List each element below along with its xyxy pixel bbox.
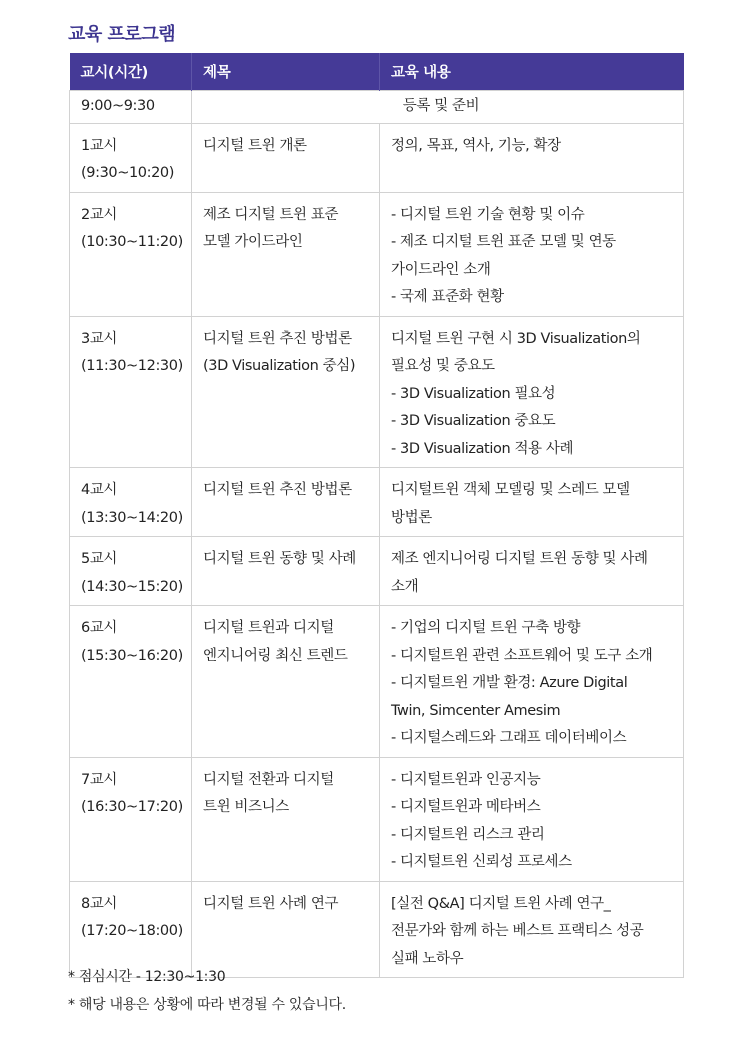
session-content-line: - 디지털트윈 리스크 관리 — [391, 826, 545, 843]
session-content-line: - 디지털트윈 관련 소프트웨어 및 도구 소개 — [391, 647, 653, 664]
session-content-cell — [380, 537, 684, 606]
session-period-cell — [70, 192, 192, 316]
session-title-cell — [192, 757, 380, 881]
session-content-line: 전문가와 함께 하는 베스트 프랙티스 성공 — [391, 923, 644, 939]
session-content-cell — [380, 316, 684, 468]
session-content-line: 제조 엔지니어링 디지털 트윈 동향 및 사례 — [391, 551, 648, 567]
session-title-line: 디지털 트윈 개론 — [203, 137, 307, 154]
table-header-row — [70, 53, 684, 91]
session-content-line: 디지털트윈 객체 모델링 및 스레드 모델 — [391, 482, 630, 498]
session-period-cell — [70, 757, 192, 881]
schedule-table — [69, 53, 684, 978]
session-period-cell — [70, 123, 192, 192]
session-title-cell — [192, 316, 380, 468]
session-period: 6교시 — [81, 620, 118, 636]
session-content-line: 소개 — [391, 578, 419, 595]
session-content-line: - 디지털트윈 신뢰성 프로세스 — [391, 854, 572, 870]
session-content-cell — [380, 606, 684, 758]
session-period: 2교시 — [81, 206, 118, 223]
session-title-cell — [192, 192, 380, 316]
session-period: 3교시 — [81, 330, 118, 347]
session-content-line: - 3D Visualization 필요성 — [391, 385, 556, 402]
session-content-cell — [380, 881, 684, 978]
session-title-line: 디지털 트윈 추진 방법론 — [203, 330, 352, 347]
session-title-line: 제조 디지털 트윈 표준 — [203, 206, 339, 223]
session-period: 4교시 — [81, 482, 118, 498]
session-row — [70, 192, 684, 316]
session-period: 1교시 — [81, 137, 118, 154]
session-content-line: - 디지털스레드와 그래프 데이터베이스 — [391, 730, 627, 746]
session-title-line: (3D Visualization 중심) — [203, 358, 356, 374]
session-content-line: 디지털 트윈 구현 시 3D Visualization의 — [391, 330, 641, 347]
registration-row — [70, 91, 684, 124]
session-period-cell — [70, 606, 192, 758]
session-content-line: - 디지털 트윈 기술 현황 및 이슈 — [391, 206, 585, 223]
footnote-change: * 해당 내용은 상황에 따라 변경될 수 있습니다. — [68, 997, 346, 1013]
session-content-line: 실패 노하우 — [391, 950, 464, 967]
footnote-lunch: * 점심시간 - 12:30~1:30 — [68, 969, 226, 985]
session-content-cell — [380, 757, 684, 881]
session-title-line: 트윈 비즈니스 — [203, 799, 289, 815]
session-time: (15:30~16:20) — [81, 647, 183, 664]
session-row — [70, 757, 684, 881]
session-content-line: - 3D Visualization 중요도 — [391, 413, 556, 429]
session-content-cell — [380, 192, 684, 316]
session-time: (10:30~11:20) — [81, 234, 183, 250]
session-content-line: [실전 Q&A] 디지털 트윈 사례 연구_ — [391, 895, 611, 912]
session-content-line: 정의, 목표, 역사, 기능, 확장 — [391, 137, 561, 154]
session-row — [70, 468, 684, 537]
column-header-content: 교육 내용 — [380, 53, 684, 91]
session-content-cell — [380, 123, 684, 192]
session-period: 8교시 — [81, 895, 118, 912]
registration-text: 등록 및 준비 — [192, 91, 684, 124]
session-content-line: - 3D Visualization 적용 사례 — [391, 440, 574, 457]
session-row — [70, 316, 684, 468]
session-content-cell — [380, 468, 684, 537]
session-content-line: - 디지털트윈과 메타버스 — [391, 799, 541, 815]
session-row — [70, 606, 684, 758]
session-content-line: - 디지털트윈과 인공지능 — [391, 771, 541, 788]
session-title-line: 디지털 트윈 추진 방법론 — [203, 482, 352, 498]
session-content-line: - 디지털트윈 개발 환경: Azure Digital — [391, 675, 628, 691]
session-content-line: - 제조 디지털 트윈 표준 모델 및 연동 — [391, 234, 616, 250]
session-time: (13:30~14:20) — [81, 509, 183, 526]
session-time: (17:20~18:00) — [81, 923, 183, 939]
session-title-cell — [192, 537, 380, 606]
session-period-cell — [70, 537, 192, 606]
column-header-title: 제목 — [192, 53, 380, 91]
session-period: 5교시 — [81, 551, 118, 567]
session-time: (9:30~10:20) — [81, 165, 175, 181]
session-content-line: - 기업의 디지털 트윈 구축 방향 — [391, 620, 581, 636]
session-content-line: 방법론 — [391, 509, 432, 526]
session-title-cell — [192, 468, 380, 537]
session-period-cell — [70, 468, 192, 537]
page-title: 교육 프로그램 — [68, 24, 176, 45]
session-row — [70, 537, 684, 606]
session-title-line: 디지털 트윈과 디지털 — [203, 620, 334, 636]
registration-time: 9:00~9:30 — [70, 91, 192, 124]
session-title-line: 디지털 트윈 동향 및 사례 — [203, 551, 356, 567]
session-time: (11:30~12:30) — [81, 358, 183, 374]
session-time: (16:30~17:20) — [81, 799, 183, 815]
session-period: 7교시 — [81, 771, 118, 788]
session-title-cell — [192, 123, 380, 192]
session-title-line: 엔지니어링 최신 트렌드 — [203, 647, 348, 664]
session-content-line: 가이드라인 소개 — [391, 261, 491, 278]
session-title-line: 디지털 트윈 사례 연구 — [203, 895, 339, 912]
column-header-period: 교시(시간) — [70, 53, 192, 91]
session-title-line: 모델 가이드라인 — [203, 234, 303, 250]
session-title-cell — [192, 606, 380, 758]
footnotes — [68, 963, 346, 1019]
session-row — [70, 123, 684, 192]
session-title-line: 디지털 전환과 디지털 — [203, 771, 334, 788]
session-time: (14:30~15:20) — [81, 578, 183, 595]
session-period-cell — [70, 316, 192, 468]
session-content-line: Twin, Simcenter Amesim — [391, 702, 561, 719]
session-content-line: - 국제 표준화 현황 — [391, 289, 504, 305]
session-content-line: 필요성 및 중요도 — [391, 358, 495, 374]
